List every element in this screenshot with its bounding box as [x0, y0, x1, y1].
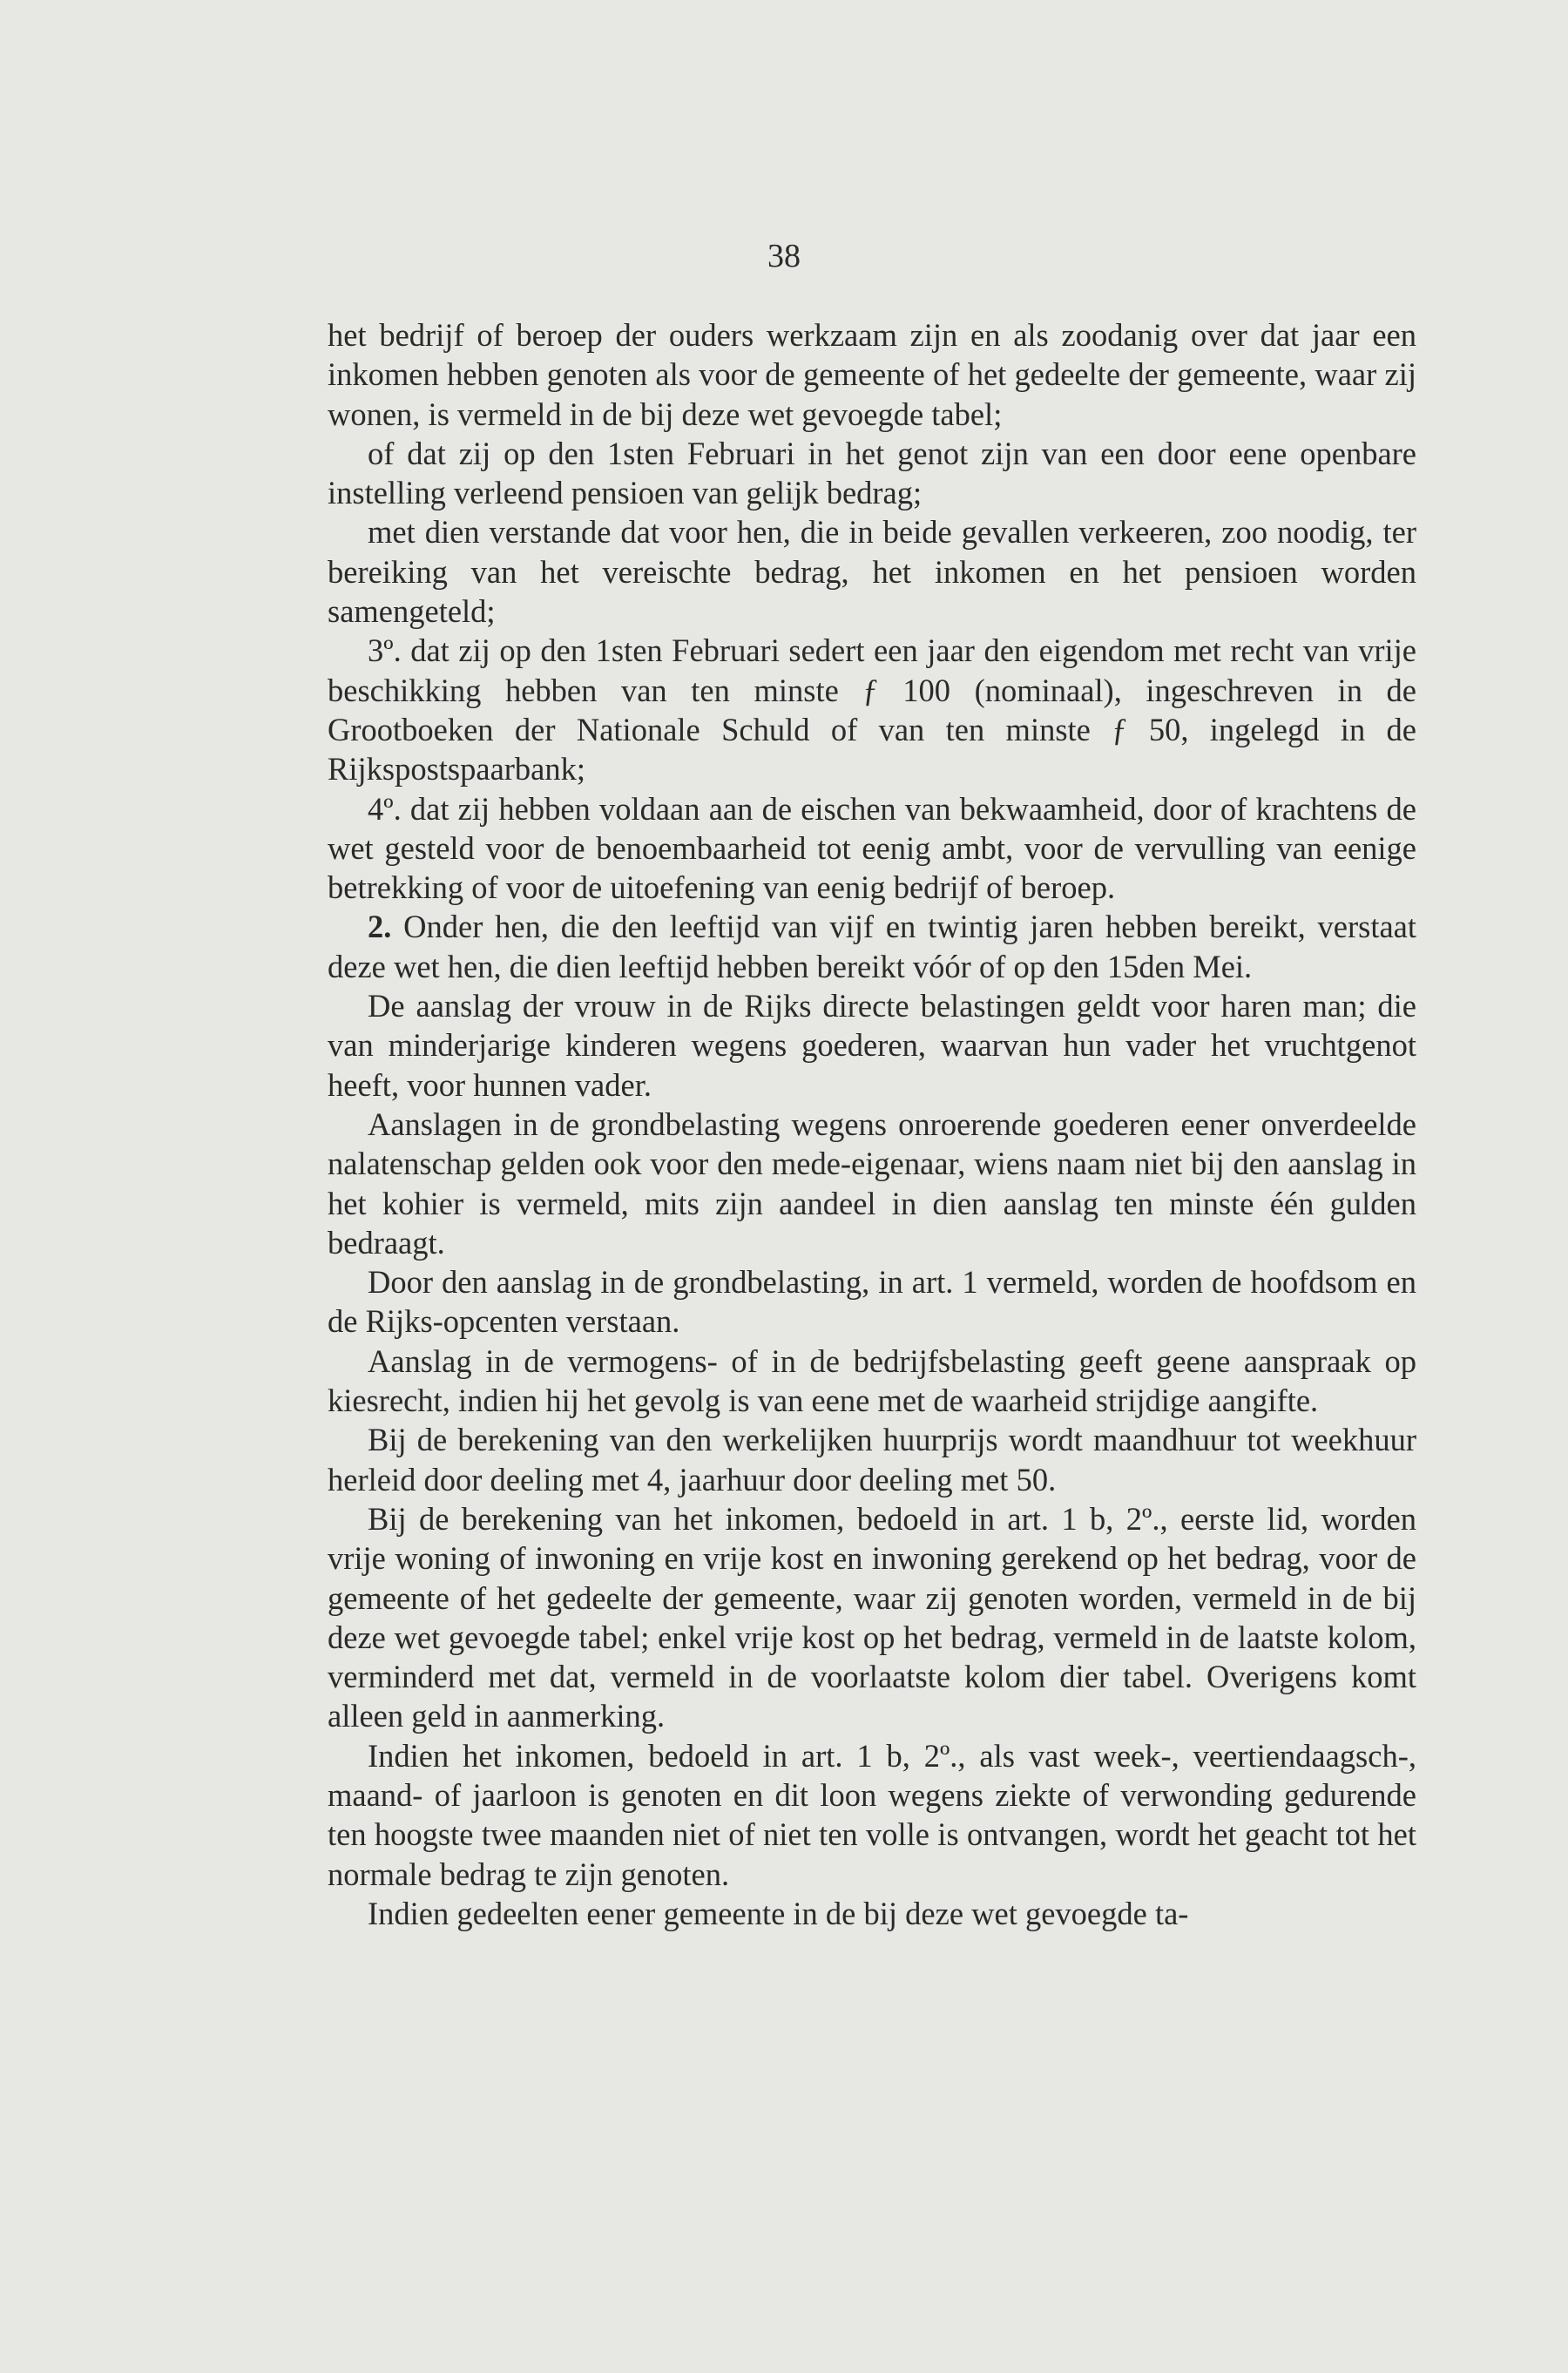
- paragraph: met dien verstande dat voor hen, die in beide gevallen verkeeren, zoo noodig, ter bereiking van het vereischte bedrag, het inkomen en het pensioen worden samengeteld;: [328, 514, 1416, 630]
- paragraph: Bij de berekening van het inkomen, bedoeld in art. 1 b, 2º., eerste lid, worden vrije woning of inwoning en vrije kost en inwoning gerekend op het bedrag, voor de gemeente of het gedeelte der gemeente, waar zij genoten worden, vermeld in de bij deze wet gevoegde tabel; enkel vrije kost op het bedrag, vermeld in de laatste kolom, verminderd met dat, vermeld in de voorlaatste kolom dier tabel. Overigens komt alleen geld in aanmerking.: [328, 1500, 1416, 1734]
- paragraph: De aanslag der vrouw in de Rijks directe belastingen geldt voor haren man; die van minderjarige kinderen wegens goederen, waarvan hun vader het vruchtgenot heeft, voor hunnen vader.: [328, 988, 1416, 1103]
- paragraph: Aanslagen in de grondbelasting wegens onroerende goederen eener onverdeelde nalatenschap gelden ook voor den mede-eigenaar, wiens naam niet bij den aanslag in het kohier is vermeld, mits zijn aandeel in dien aanslag ten minste één gulden bedraagt.: [328, 1105, 1416, 1261]
- paragraph: Aanslag in de vermogens- of in de bedrijfsbelasting geeft geene aanspraak op kiesrecht, indien hij het gevolg is van eene met de waarheid strijdige aangifte.: [328, 1342, 1416, 1419]
- paragraph-text: Onder hen, die den leeftijd van vijf en twintig jaren hebben bereikt, verstaat deze wet hen, die dien leeftijd hebben bereikt vóór of op den 15den Mei.: [328, 909, 1416, 984]
- page-number: 38: [767, 238, 801, 274]
- paragraph: Indien het inkomen, bedoeld in art. 1 b, 2º., als vast week-, veertiendaagsch-, maand- of jaarloon is genoten en dit loon wegens ziekte of verwonding gedurende ten hoogste twee maanden niet of niet ten volle is ontvangen, wordt het geacht tot het normale bedrag te zijn genoten.: [328, 1737, 1416, 1892]
- paragraph: Bij de berekening van den werkelijken huurprijs wordt maandhuur tot weekhuur herleid door deeling met 4, jaarhuur door deeling met 50.: [328, 1422, 1416, 1497]
- paragraph: Indien gedeelten eener gemeente in de bij deze wet gevoegde ta-: [368, 1895, 1189, 1931]
- paragraph: of dat zij op den 1sten Februari in het genot zijn van een door eene openbare instelling verleend pensioen van gelijk bedrag;: [328, 435, 1416, 511]
- section-number: 2.: [368, 909, 392, 945]
- paragraph: Door den aanslag in de grondbelasting, in art. 1 vermeld, worden de hoofdsom en de Rijks-opcenten verstaan.: [328, 1264, 1416, 1340]
- paragraph: 4º. dat zij hebben voldaan aan de eischen van bekwaamheid, door of krachtens de wet gesteld voor de benoembaarheid tot eenig ambt, voor de vervulling van eenige betrekking of voor de uitoefening van eenig bedrijf of beroep.: [328, 790, 1416, 906]
- section-paragraph: [328, 907, 1416, 986]
- paragraph: het bedrijf of beroep der ouders werkzaam zijn en als zoodanig over dat jaar een inkomen hebben genoten als voor de gemeente of het gedeelte der gemeente, waar zij wonen, is vermeld in de bij deze wet gevoegde tabel;: [328, 317, 1416, 432]
- paragraph: 3º. dat zij op den 1sten Februari sedert een jaar den eigendom met recht van vrije beschikking hebben van ten minste ƒ 100 (nominaal), ingeschreven in de Grootboeken der Nationale Schuld of van ten minste ƒ 50, ingelegd in de Rijkspostspaarbank;: [328, 632, 1416, 788]
- body-text: [328, 315, 1416, 1933]
